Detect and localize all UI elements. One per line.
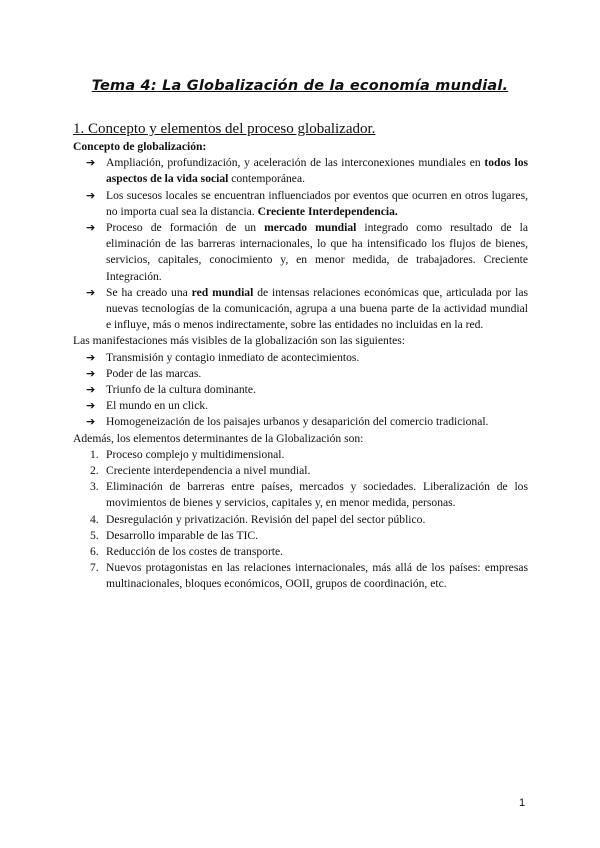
arrow-right-icon: ➔	[86, 350, 96, 364]
item-text: Triunfo de la cultura dominante.	[106, 383, 256, 397]
item-text: El mundo en un click.	[106, 399, 209, 413]
item-number: 1.	[90, 447, 99, 461]
item-text: Reducción de los costes de transporte.	[106, 545, 284, 559]
list-item	[73, 414, 528, 430]
content-body	[73, 139, 528, 593]
section-title: 1. Concepto y elementos del proceso globalizador.	[73, 121, 376, 137]
list-item	[73, 560, 528, 592]
elements-list	[73, 447, 528, 593]
item-text: Eliminación de barreras entre países, mercados y sociedades. Liberalización de los movimientos de bienes y servicios, capitales y, en menor medida, personas.	[106, 480, 528, 510]
list-item	[73, 188, 528, 220]
list-item	[73, 398, 528, 414]
item-bold: todos los aspectos de la vida social	[106, 156, 528, 186]
item-text: Transmisión y contagio inmediato de acontecimientos.	[106, 350, 360, 364]
item-bold: mercado mundial	[264, 221, 357, 235]
item-number: 6.	[90, 545, 99, 559]
concept-heading: Concepto de globalización:	[73, 140, 207, 153]
item-text: Se ha creado una	[106, 285, 192, 299]
arrow-right-icon: ➔	[86, 285, 96, 299]
list-item	[73, 528, 528, 544]
list-item	[73, 285, 528, 334]
arrow-right-icon: ➔	[86, 366, 96, 380]
item-number: 2.	[90, 464, 99, 478]
list-item	[73, 544, 528, 560]
list-item	[73, 447, 528, 463]
item-text: Desarrollo imparable de las TIC.	[106, 528, 259, 542]
list-item	[73, 512, 528, 528]
manifestations-list	[73, 350, 528, 431]
item-text: Proceso de formación de un	[106, 221, 265, 235]
list-item	[73, 350, 528, 366]
arrow-right-icon: ➔	[86, 221, 96, 235]
item-text: Creciente interdependencia a nivel mundial.	[106, 464, 311, 478]
list-item	[73, 382, 528, 398]
item-text: Proceso complejo y multidimensional.	[106, 447, 285, 461]
item-text: integrado como resultado de la eliminación de las barreras internacionales, lo que ha intensificado los flujos de bienes, servicios, capitales, conocimiento y, en menor medida, de trabajadores. Creciente Integración.	[106, 221, 528, 283]
list-item	[73, 220, 528, 285]
item-bold: red mundial	[191, 285, 254, 299]
arrow-right-icon: ➔	[86, 383, 96, 397]
item-text: de intensas relaciones económicas que, articulada por las nuevas tecnologías de la comunicación, agrupa a una buena parte de la actividad mundial e influye, más o menos indirectamente, sobre las entidades no incluidas en la red.	[106, 285, 529, 332]
manifestations-intro: Las manifestaciones más visibles de la globalización son las siguientes:	[73, 334, 405, 348]
list-item	[73, 366, 528, 382]
item-number: 4.	[90, 512, 99, 526]
arrow-right-icon: ➔	[86, 188, 96, 202]
item-number: 7.	[90, 561, 99, 575]
arrow-right-icon: ➔	[86, 399, 96, 413]
arrow-right-icon: ➔	[86, 156, 96, 170]
list-item	[73, 463, 528, 479]
item-text: Poder de las marcas.	[106, 366, 202, 380]
item-text: Desregulación y privatización. Revisión del papel del sector público.	[106, 512, 426, 526]
item-text: Homogeneización de los paisajes urbanos y desaparición del comercio tradicional.	[106, 415, 489, 429]
elements-intro: Además, los elementos determinantes de la Globalización son:	[73, 431, 364, 445]
item-text: contemporánea.	[228, 172, 306, 186]
list-item	[73, 155, 528, 187]
item-number: 5.	[90, 528, 99, 542]
list-item	[73, 479, 528, 511]
arrow-right-icon: ➔	[86, 415, 96, 429]
item-text: Nuevos protagonistas en las relaciones internacionales, más allá de los países: empresas multinacionales, bloques económicos, OOII, grupos de coordinación, etc.	[106, 561, 528, 591]
item-bold: Creciente Interdependencia.	[257, 204, 398, 218]
page-title: Tema 4: La Globalización de la economía mundial.	[91, 78, 509, 94]
item-text: Ampliación, profundización, y aceleración de las interconexiones mundiales en	[106, 156, 485, 170]
item-number: 3.	[90, 480, 99, 494]
item-text: Los sucesos locales se encuentran influenciados por eventos que ocurren en otros lugares, no importa cual sea la distancia.	[106, 188, 528, 218]
page-number: 1	[519, 797, 526, 809]
concept-list	[73, 155, 528, 333]
